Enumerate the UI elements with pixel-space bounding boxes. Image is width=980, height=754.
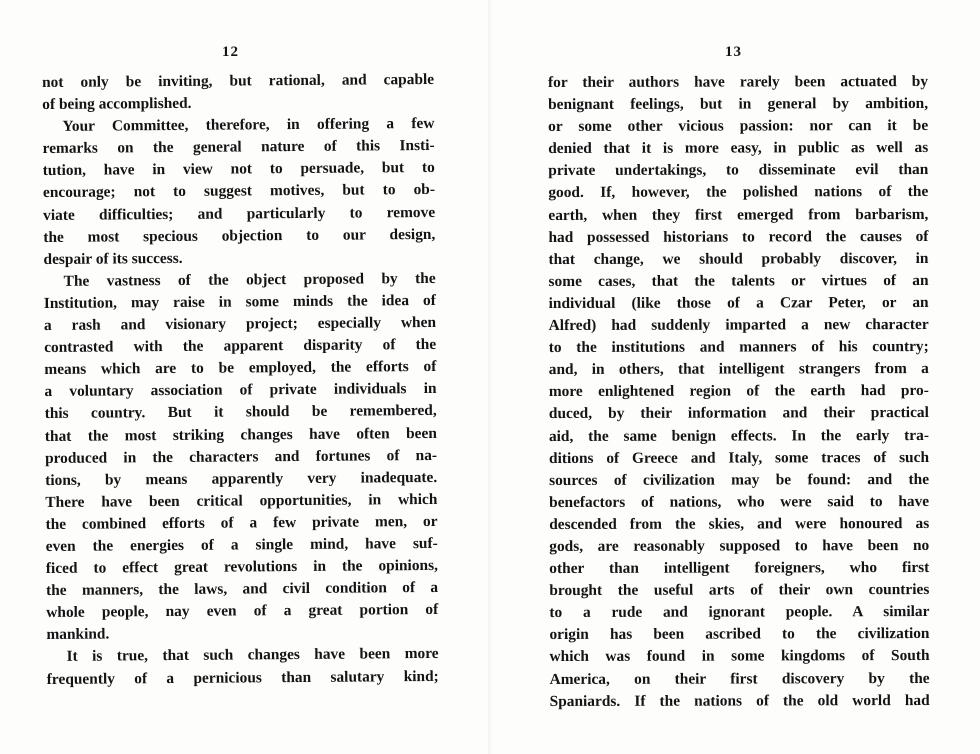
text-line: a voluntary association of private individuals in <box>44 380 437 401</box>
text-line: viate difficulties; and particularly to remove <box>43 203 436 224</box>
text-line: to the institutions and manners of his country; <box>548 338 929 357</box>
text-line: Institution, may raise in some minds the idea of <box>43 291 436 312</box>
text-line: duced, by their information and their practical <box>548 404 929 423</box>
text-line: this country. But it should be remembered, <box>44 402 437 423</box>
text-line: aid, the same benign effects. In the early tra- <box>548 426 929 445</box>
text-line: encourage; not to suggest motives, but to ob- <box>42 181 436 202</box>
text-line: which was found in some kingdoms of South <box>549 647 930 666</box>
text-line: frequently of a pernicious than salutary kind; <box>46 667 439 688</box>
right-page <box>490 0 980 754</box>
text-line: of being accomplished. <box>42 94 192 114</box>
text-line: ficed to effect great revolutions in the opinions, <box>45 556 438 578</box>
text-line: a rash and visionary project; especially when <box>43 313 437 335</box>
text-line: other than intelligent foreigners, who first <box>549 559 930 578</box>
text-line: or some other vicious passion: nor can it be <box>548 117 929 136</box>
text-line: mankind. <box>46 625 110 644</box>
text-line: There have been critical opportunities, in which <box>45 490 438 511</box>
text-line: contrasted with the apparent disparity of the <box>44 336 437 357</box>
text-line: to a rude and ignorant people. A similar <box>549 603 930 622</box>
text-line: gods, are reasonably supposed to have been no <box>549 536 930 555</box>
text-line: more enlightened region of the earth had pro- <box>548 382 929 401</box>
text-line: earth, when they first emerged from barbarism, <box>548 205 929 224</box>
text-line: had possessed historians to record the causes of <box>548 227 929 246</box>
text-line: Spaniards. If the nations of the old world had <box>549 691 930 710</box>
text-line: Your Committee, therefore, in offering a few <box>62 115 435 136</box>
text-line: some cases, that the talents or virtues of an <box>548 271 929 290</box>
text-line: benefactors of nations, who were said to have <box>549 492 930 511</box>
text-line: despair of its success. <box>43 249 183 268</box>
text-line: the combined efforts of a few private men, or <box>45 512 438 533</box>
text-line: ditions of Greece and Italy, some traces of such <box>548 448 930 467</box>
text-line: benignant feelings, but in general by ambition, <box>548 95 929 114</box>
text-line: tution, have in view not to persuade, but to <box>42 159 435 180</box>
text-line: remarks on the general nature of this Insti- <box>42 137 435 158</box>
text-line: America, on their first discovery by the <box>549 669 930 688</box>
text-line: even the energies of a single mind, have suf- <box>45 534 438 555</box>
left-page-text <box>42 69 439 691</box>
text-line: private undertakings, to disseminate evil than <box>548 161 929 180</box>
text-line: denied that it is more easy, in public as well as <box>548 139 929 158</box>
text-line: the manners, the laws, and civil condition of a <box>46 579 439 600</box>
text-line: The vastness of the object proposed by the <box>63 269 436 290</box>
text-line: origin has been ascribed to the civilization <box>549 625 930 644</box>
text-line: It is true, that such changes have been more <box>66 645 439 666</box>
text-line: good. If, however, the polished nations of the <box>548 183 929 202</box>
text-line: produced in the characters and fortunes of na- <box>44 446 438 467</box>
page-number-right: 13 <box>725 44 742 60</box>
text-line: for their authors have rarely been actuated by <box>548 73 929 91</box>
text-line: means which are to be employed, the efforts of <box>44 358 437 379</box>
right-page-text <box>548 71 930 713</box>
text-line: individual (like those of a Czar Peter, or an <box>548 293 929 312</box>
text-line: Alfred) had suddenly imparted a new character <box>548 316 929 335</box>
text-line: that change, we should probably discover, in <box>548 249 929 268</box>
text-line: tions, by means apparently very inadequate. <box>45 468 438 489</box>
text-line: and, in others, that intelligent strangers from a <box>548 360 929 379</box>
text-line: descended from the skies, and were honoured as <box>549 514 930 533</box>
text-line: not only be inviting, but rational, and capable <box>42 70 435 91</box>
text-line: sources of civilization may be found: and the <box>549 470 930 489</box>
text-line: whole people, nay even of a great portion of <box>46 601 439 622</box>
text-line: brought the useful arts of their own countries <box>549 581 930 600</box>
text-line: the most specious objection to our design, <box>43 225 436 246</box>
text-line: that the most striking changes have often been <box>44 424 437 445</box>
page-number-left: 12 <box>222 44 239 60</box>
